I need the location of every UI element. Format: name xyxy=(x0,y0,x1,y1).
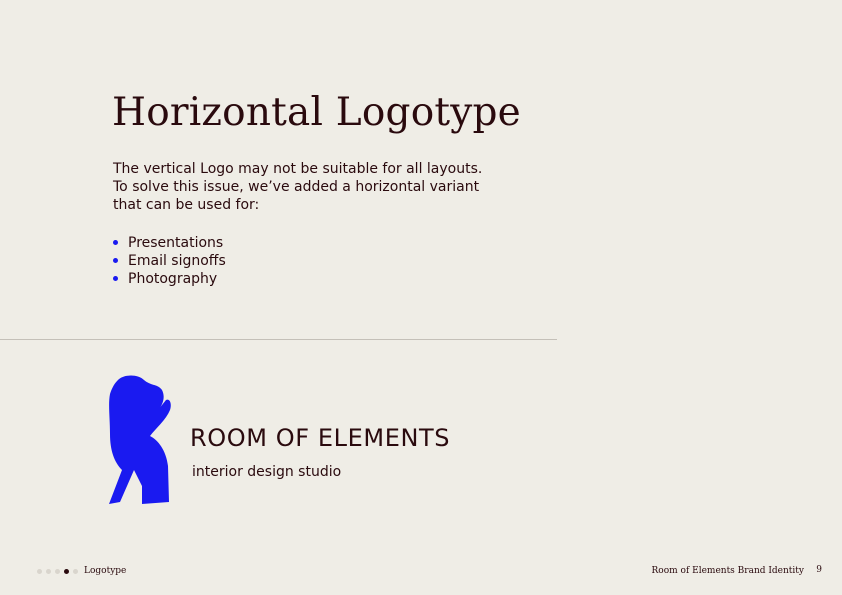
bullet-icon xyxy=(113,240,118,245)
page-dot xyxy=(37,569,42,574)
page-dot xyxy=(73,569,78,574)
page-title: Horizontal Logotype xyxy=(112,90,521,135)
logo-tagline: interior design studio xyxy=(192,464,342,480)
list-item-label: Email signoffs xyxy=(128,253,226,269)
page-indicator xyxy=(37,569,78,574)
intro-paragraph: The vertical Logo may not be suitable for all layouts. To solve this issue, we’ve added a horizontal variant that can be used for: xyxy=(113,161,483,213)
logo-mark-icon xyxy=(104,374,172,506)
logo-wordmark: ROOM OF ELEMENTS xyxy=(190,424,451,452)
bullet-icon xyxy=(113,276,118,281)
bullet-icon xyxy=(113,258,118,263)
list-item-label: Presentations xyxy=(128,235,224,251)
page-dot xyxy=(55,569,60,574)
usage-list xyxy=(113,234,226,288)
page-number: 9 xyxy=(816,565,822,575)
section-divider xyxy=(0,339,557,340)
list-item xyxy=(113,270,226,288)
footer-document-title: Room of Elements Brand Identity xyxy=(651,566,804,576)
list-item xyxy=(113,234,226,252)
footer-section-label: Logotype xyxy=(84,566,127,576)
list-item-label: Photography xyxy=(128,271,218,287)
list-item xyxy=(113,252,226,270)
page-dot xyxy=(46,569,51,574)
page-dot-active xyxy=(64,569,69,574)
